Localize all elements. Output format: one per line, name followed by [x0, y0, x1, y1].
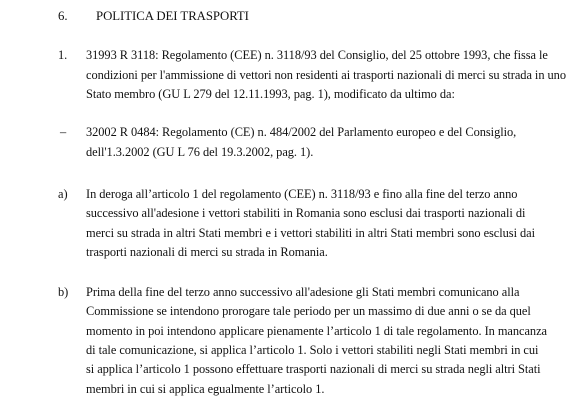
item-b-line-5: si applica l’articolo 1 possono effettuare trasporti nazionali di merci su strada negli altri Stati — [86, 362, 541, 376]
item-a-line-3: merci su strada in altri Stati membri e i vettori stabiliti in altri Stati membri sono esclusi dai — [86, 226, 535, 240]
section-title: POLITICA DEI TRASPORTI — [96, 9, 249, 23]
item-b-line-4: di tale comunicazione, si applica l’articolo 1. Solo i vettori stabiliti negli Stati membri in cui — [86, 343, 539, 357]
item-b-line-2: Commissione se intendono prorogare tale periodo per un massimo di due anni o se da quel — [86, 304, 531, 318]
item-a-line-1: In deroga all’articolo 1 del regolamento (CEE) n. 3118/93 e fino alla fine del terzo anno — [86, 187, 518, 201]
item-b-line-6: membri in cui si applica egualmente l’articolo 1. — [86, 382, 325, 396]
item-a-line-2: successivo all'adesione i vettori stabiliti in Romania sono esclusi dai trasporti nazionali di — [86, 206, 526, 220]
item-dash-line-1: 32002 R 0484: Regolamento (CE) n. 484/2002 del Parlamento europeo e del Consiglio, — [86, 125, 517, 139]
item-1-line-2: condizioni per l'ammissione di vettori non residenti ai trasporti nazionali di merci su strada in uno — [86, 68, 566, 82]
item-1-line-1: 31993 R 3118: Regolamento (CEE) n. 3118/93 del Consiglio, del 25 ottobre 1993, che fissa le — [86, 48, 548, 62]
item-b-line-3: momento in poi intendono applicare pienamente l’articolo 1 di tale regolamento. In mancanza — [86, 324, 547, 338]
item-marker-b: b) — [58, 285, 69, 299]
item-marker-dash: – — [60, 125, 67, 139]
item-a-line-4: trasporti nazionali di merci su strada in Romania. — [86, 245, 328, 259]
item-marker-1: 1. — [58, 48, 68, 62]
item-dash-line-2: dell'1.3.2002 (GU L 76 del 19.3.2002, pag. 1). — [86, 145, 314, 159]
section-number: 6. — [58, 9, 68, 23]
item-b-line-1: Prima della fine del terzo anno successivo all'adesione gli Stati membri comunicano alla — [86, 285, 520, 299]
item-marker-a: a) — [58, 187, 68, 201]
item-1-line-3: Stato membro (GU L 279 del 12.11.1993, pag. 1), modificato da ultimo da: — [86, 87, 455, 101]
